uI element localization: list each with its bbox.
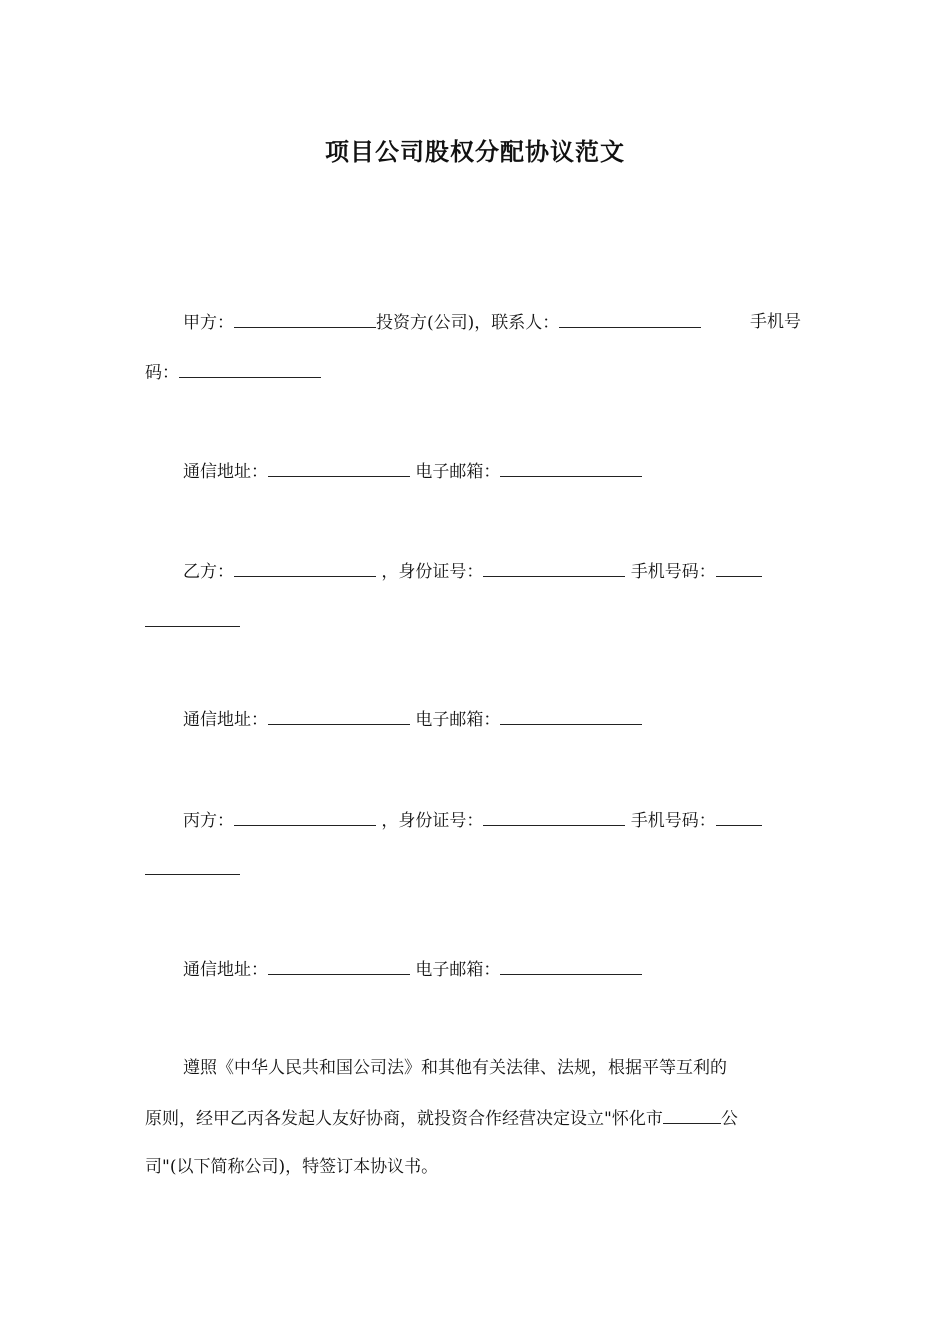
company-name-blank [663, 1107, 721, 1124]
party-b-label: 乙方： [183, 562, 234, 582]
email-blank [500, 958, 642, 975]
party-b-phone-blank [716, 560, 762, 577]
email-label: 电子邮箱： [415, 462, 501, 482]
email-label: 电子邮箱： [415, 960, 501, 980]
address-label: 通信地址： [183, 710, 268, 730]
address-label: 通信地址： [183, 462, 268, 482]
party-a-name-blank [234, 311, 376, 328]
party-a-label: 甲方： [183, 313, 234, 333]
party-b-phone-continuation [145, 610, 240, 633]
preamble-line-1: 遵照《中华人民共和国公司法》和其他有关法律、法规，根据平等互利的 [183, 1058, 727, 1078]
party-c-name-blank [234, 809, 376, 826]
party-a-phone-label-2: 码： [145, 363, 179, 383]
preamble-line-2-end: 公 [720, 1109, 738, 1129]
party-b-line [183, 560, 762, 583]
party-b-id-blank [483, 560, 625, 577]
party-a-phone-label-1: 手机号 [750, 312, 801, 332]
party-a-contact-line [183, 460, 642, 483]
party-a-phone-line [145, 361, 321, 384]
preamble-line-2 [145, 1107, 738, 1130]
email-blank [500, 708, 642, 725]
party-c-phone-continuation [145, 858, 240, 881]
party-b-name-blank [234, 560, 376, 577]
party-c-phone-label: 手机号码： [630, 811, 716, 831]
party-a-investor-text: 投资方(公司)，联系人： [376, 313, 560, 333]
party-a-contact-blank [559, 311, 701, 328]
party-c-phone-blank [716, 809, 762, 826]
party-b-phone-label: 手机号码： [630, 562, 716, 582]
party-b-id-label: ，身份证号： [381, 562, 484, 582]
address-label: 通信地址： [183, 960, 268, 980]
party-a-line [183, 311, 701, 334]
preamble-line-3: 司"(以下简称公司)，特签订本协议书。 [145, 1157, 439, 1177]
party-c-id-label: ，身份证号： [381, 811, 484, 831]
address-blank [268, 958, 410, 975]
party-c-phone-blank-cont [145, 858, 240, 875]
party-b-phone-blank-cont [145, 610, 240, 627]
party-a-phone-blank [179, 361, 321, 378]
party-c-label: 丙方： [183, 811, 234, 831]
party-c-id-blank [483, 809, 625, 826]
party-c-contact-line [183, 958, 642, 981]
email-blank [500, 460, 642, 477]
email-label: 电子邮箱： [415, 710, 501, 730]
party-b-contact-line [183, 708, 642, 731]
preamble-line-2-text: 原则，经甲乙丙各发起人友好协商，就投资合作经营决定设立"怀化市 [145, 1109, 663, 1129]
address-blank [268, 460, 410, 477]
document-title: 项目公司股权分配协议范文 [325, 138, 625, 166]
party-c-line [183, 809, 762, 832]
address-blank [268, 708, 410, 725]
